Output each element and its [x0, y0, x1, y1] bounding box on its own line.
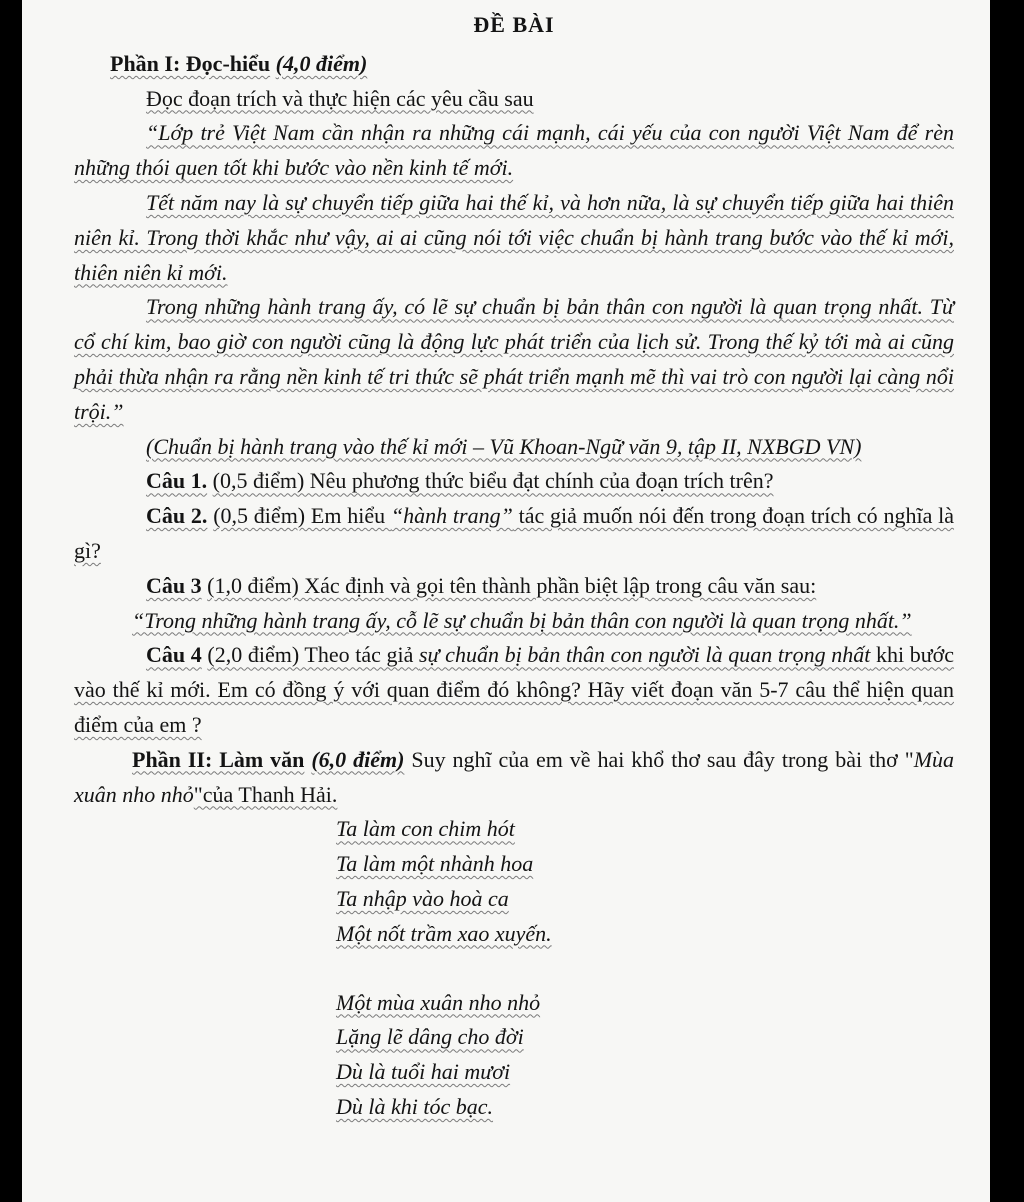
part1-heading-label: Phần I: Đọc-hiểu: [110, 50, 271, 76]
poem-line: Lặng lẽ dâng cho đời: [336, 1024, 524, 1050]
question-2: [74, 499, 954, 569]
poem: [336, 812, 954, 1124]
part2-heading: Phần II: Làm văn: [132, 746, 305, 772]
part1-score: (4,0 điểm): [275, 50, 368, 76]
poem-line: Một nốt trầm xao xuyến.: [336, 920, 552, 946]
page-title: ĐỀ BÀI: [473, 12, 555, 37]
passage-source: (Chuẩn bị hành trang vào thế kỉ mới – Vũ Khoan-Ngữ văn 9, tập II, NXBGD VN): [146, 433, 862, 459]
question-4-text-a: (2,0 điểm) Theo tác giả: [207, 642, 419, 668]
question-2-term: “hành trang”: [390, 503, 513, 529]
passage-paragraph-1: “Lớp trẻ Việt Nam cần nhận ra những cái mạnh, cái yếu của con người Việt Nam để rèn những thói quen tốt khi bước vào nền kinh tế mới.: [74, 120, 954, 181]
part1-instruction: Đọc đoạn trích và thực hiện các yêu cầu sau: [146, 85, 534, 111]
poem-line: Một mùa xuân nho nhỏ: [336, 989, 541, 1015]
question-4: [74, 638, 954, 742]
question-4-emphasis: sự chuẩn bị bản thân con người là quan trọng nhất: [419, 642, 871, 668]
part2-text-b: "của Thanh Hải.: [193, 781, 338, 807]
poem-line: Ta làm một nhành hoa: [336, 851, 534, 877]
question-2-text-b: tác giả muốn nói đến trong đoạn trích có nghĩa là gì?: [74, 503, 955, 563]
question-3-text: (1,0 điểm) Xác định và gọi tên thành phần biệt lập trong câu văn sau:: [207, 572, 817, 598]
question-2-label: Câu 2.: [146, 503, 208, 529]
question-4-label: Câu 4: [146, 642, 202, 668]
passage-paragraph-3: Trong những hành trang ấy, có lẽ sự chuẩn bị bản thân con người là quan trọng nhất. Từ cổ chí kim, bao giờ con người cũng là động lực phát triển của lịch sử. Trong thế kỷ tới mà ai cũng phải thừa nhận ra rằng nền kinh tế tri thức sẽ phát triển mạnh mẽ thì vai trò con người lại càng nổi trội.”: [74, 294, 954, 424]
question-2-text-a: (0,5 điểm) Em hiểu: [213, 503, 391, 529]
exam-page: [22, 0, 990, 1202]
question-1-text: (0,5 điểm) Nêu phương thức biểu đạt chính của đoạn trích trên?: [212, 468, 774, 494]
question-1-label: Câu 1.: [146, 468, 208, 494]
poem-line: Ta làm con chim hót: [336, 816, 515, 842]
poem-line: Dù là tuổi hai mươi: [336, 1059, 511, 1085]
part2-text-a: Suy nghĩ của em về hai khổ thơ sau đây trong bài thơ ": [404, 746, 914, 772]
question-4-text-b: khi bước vào thế kỉ mới. Em có đồng ý với quan điểm đó không? Hãy viết đoạn văn 5-7 câu thể hiện quan điểm của em ?: [74, 642, 955, 737]
part2-poem-title: Mùa xuân nho nhỏ: [74, 746, 955, 807]
stanza-gap: [336, 952, 954, 986]
poem-line: Ta nhập vào hoà ca: [336, 885, 509, 911]
question-1: [74, 464, 954, 499]
question-3-label: Câu 3: [146, 572, 202, 598]
question-3-quote: “Trong những hành trang ấy, cỗ lẽ sự chuẩn bị bản thân con người là quan trọng nhất.”: [132, 607, 912, 633]
question-3: [74, 569, 954, 604]
part2-score: (6,0 điểm): [311, 746, 405, 772]
poem-line: Dù là khi tóc bạc.: [336, 1093, 494, 1119]
part1-heading: [110, 47, 954, 82]
part2-prompt: [74, 743, 954, 813]
passage-paragraph-2: Tết năm nay là sự chuyển tiếp giữa hai thế kỉ, và hơn nữa, là sự chuyển tiếp giữa hai thiên niên kỉ. Trong thời khắc như vậy, ai ai cũng nói tới việc chuẩn bị hành trang bước vào thế kỉ mới, thiên niên kỉ mới.: [74, 189, 954, 285]
